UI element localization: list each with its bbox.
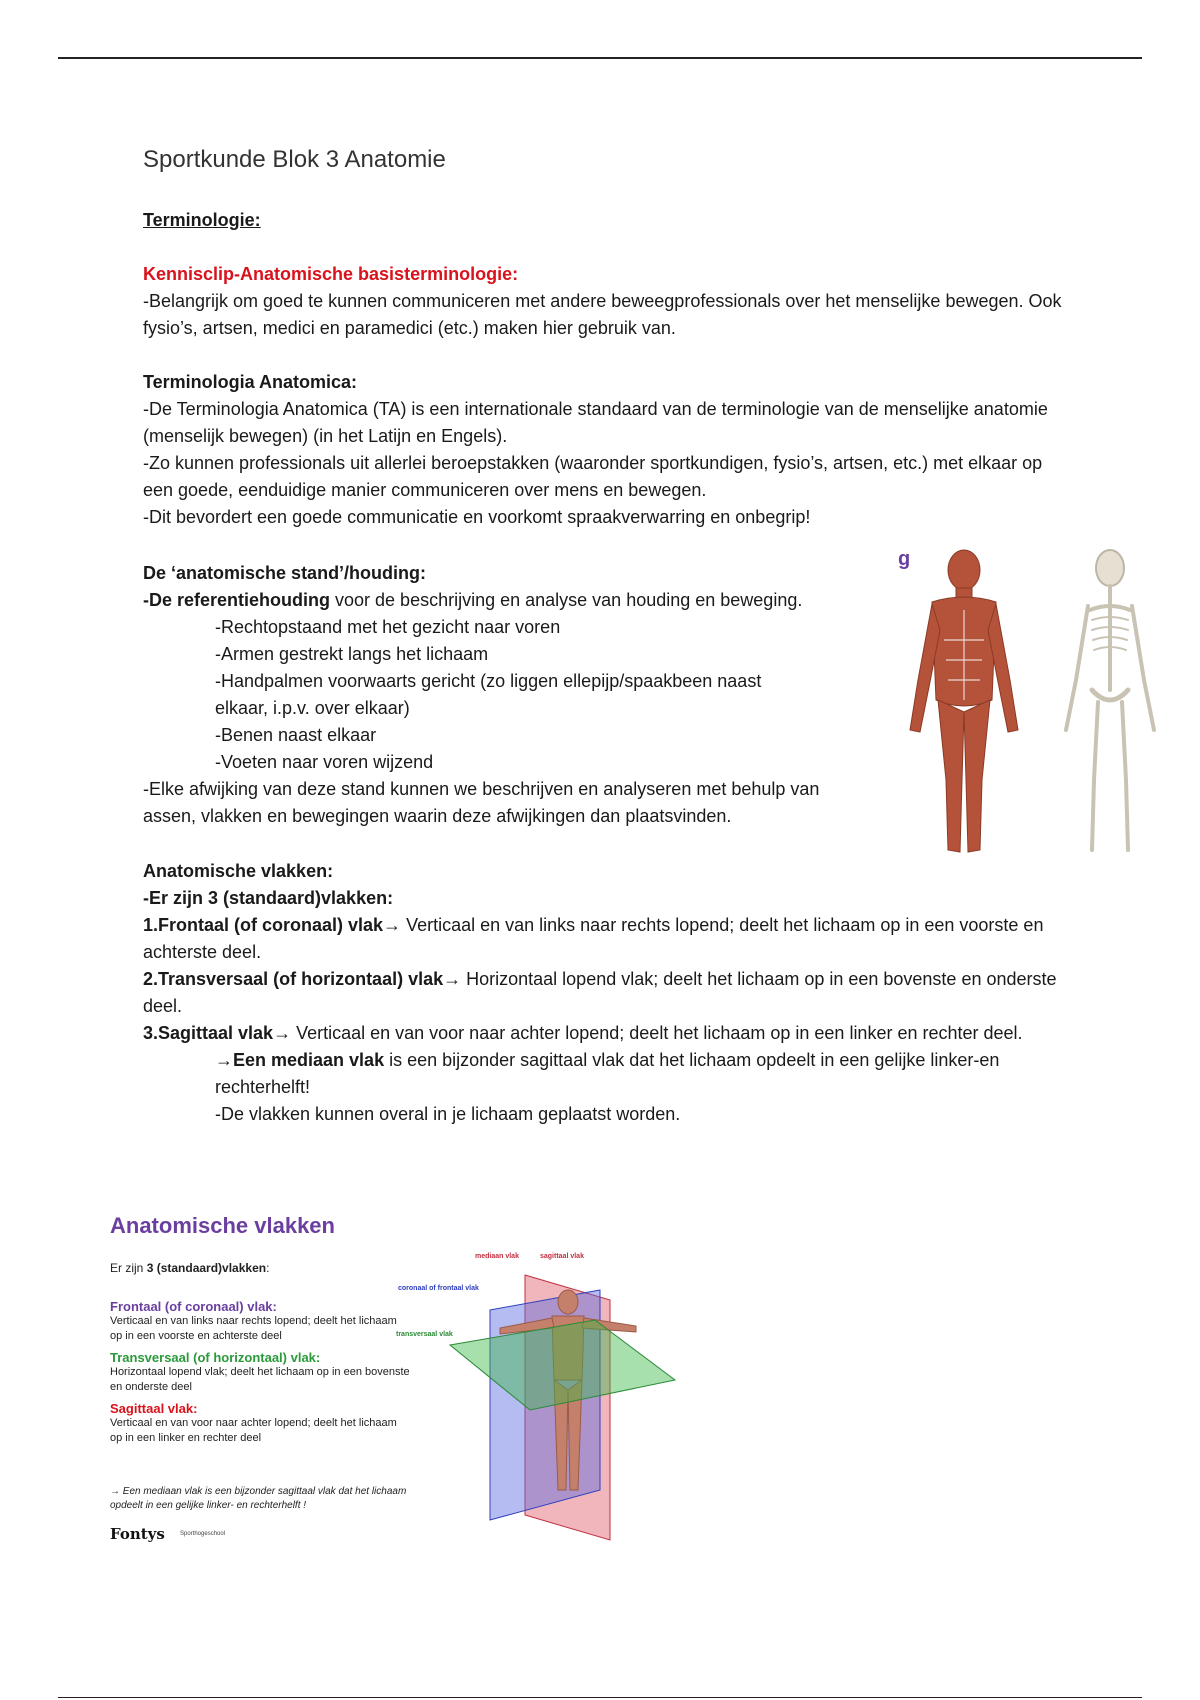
mediaan-rest: is een bijzonder sagittaal vlak dat het lichaam opdeelt in een gelijke linker-en rechterhelft! <box>215 1050 1000 1097</box>
stand-item-2: -Armen gestrekt langs het lichaam <box>215 644 489 664</box>
terminologia-line-2: -Zo kunnen professionals uit allerlei beroepstakken (waaronder sportkundigen, fysio’s, artsen, etc.) met elkaar op een goede, eenduidige manier communiceren over mens en bewegen. <box>143 453 1043 500</box>
slide-sagittaal-heading: Sagittaal vlak: <box>110 1401 198 1416</box>
kennisclip-section <box>143 261 1073 342</box>
vlak-item-2 <box>143 966 1073 1020</box>
label-mediaan-vlak: mediaan vlak <box>475 1253 519 1260</box>
anatomische-stand-section <box>143 560 888 830</box>
stand-outro: -Elke afwijking van deze stand kunnen we beschrijven en analyseren met behulp van assen, vlakken en bewegingen waarin deze afwijkingen dan plaatsvinden. <box>143 779 820 826</box>
slide-sagittaal-text: Verticaal en van voor naar achter lopend; deelt het lichaam op in een linker en rechter deel <box>110 1417 397 1444</box>
top-rule <box>58 57 1142 59</box>
anatomy-figure <box>880 540 1180 885</box>
anatomische-vlakken-slide <box>100 1205 710 1565</box>
vlak-item-3-text: Verticaal en van voor naar achter lopend; deelt het lichaam op in een linker en rechter deel. <box>291 1023 1023 1043</box>
slide-title: Anatomische vlakken <box>110 1213 335 1238</box>
stand-item-1: -Rechtopstaand met het gezicht naar voren <box>215 617 561 637</box>
slide-intro-bold: 3 (standaard)vlakken <box>146 1261 267 1275</box>
slide-text <box>110 1293 410 1446</box>
kennisclip-text: -Belangrijk om goed te kunnen communiceren met andere beweegprofessionals over het menselijke bewegen. Ook fysio’s, artsen, medici en paramedici (etc.) maken hier gebruik van. <box>143 291 1062 338</box>
label-transversaal-vlak: transversaal vlak <box>396 1331 453 1338</box>
anatomy-illustration <box>880 540 1180 880</box>
terminologia-line-3: -Dit bevordert een goede communicatie en voorkomt spraakverwarring en onbegrip! <box>143 507 811 527</box>
terminologia-heading: Terminologia Anatomica: <box>143 372 358 392</box>
figure-fragment-text: g <box>898 548 911 570</box>
slide-frontaal-text: Verticaal en van links naar rechts lopend; deelt het lichaam op in een voorste en achterste deel <box>110 1315 397 1342</box>
planes-illustration <box>420 1250 710 1550</box>
terminologie-section <box>143 207 1073 234</box>
stand-item-3: -Handpalmen voorwaarts gericht (zo liggen ellepijp/spaakbeen naast elkaar, i.p.v. over elkaar) <box>215 671 762 718</box>
mediaan-bold: →Een mediaan vlak <box>215 1050 385 1070</box>
fontys-logo: Fontys <box>110 1525 165 1543</box>
stand-intro-bold: -De referentiehouding <box>143 590 331 610</box>
stand-item-4: -Benen naast elkaar <box>215 725 377 745</box>
slide-intro-post: : <box>266 1261 270 1275</box>
stand-heading: De ‘anatomische stand’/houding: <box>143 563 427 583</box>
vlakken-section <box>143 858 1073 1128</box>
kennisclip-heading: Kennisclip-Anatomische basisterminologie: <box>143 264 519 284</box>
terminologia-line-1: -De Terminologia Anatomica (TA) is een internationale standaard van de terminologie van de menselijke anatomie (menselijk bewegen) (in het Latijn en Engels). <box>143 399 1048 446</box>
vlak-item-2-text: Horizontaal lopend vlak; deelt het lichaam op in een bovenste en onderste deel. <box>143 969 1057 1016</box>
vlak-item-1 <box>143 912 1073 966</box>
vlakken-heading: Anatomische vlakken: <box>143 861 334 881</box>
skeleton-figure <box>1066 550 1154 850</box>
document-title: Sportkunde Blok 3 Anatomie <box>143 146 446 173</box>
vlak-item-3 <box>143 1020 1073 1047</box>
vlak-item-3-bold: 3.Sagittaal vlak→ <box>143 1023 292 1043</box>
vlakken-extra: -De vlakken kunnen overal in je lichaam geplaatst worden. <box>215 1104 681 1124</box>
bottom-rule <box>58 1697 1142 1698</box>
transverse-plane <box>450 1320 675 1410</box>
mediaan-vlak-note <box>143 1047 1073 1101</box>
label-sagittaal-vlak: sagittaal vlak <box>540 1253 584 1260</box>
slide-intro-pre: Er zijn <box>110 1261 147 1275</box>
slide-transversaal-heading: Transversaal (of horizontaal) vlak: <box>110 1350 321 1365</box>
fontys-logo-sub: Sporthogeschool <box>180 1531 226 1537</box>
slide-intro <box>110 1261 269 1275</box>
slide-mediaan-note: → Een mediaan vlak is een bijzonder sagittaal vlak dat het lichaam opdeelt in een gelijke linker- en rechterhelft ! <box>110 1486 407 1511</box>
stand-intro <box>143 587 888 614</box>
stand-item-5: -Voeten naar voren wijzend <box>215 752 434 772</box>
slide-transversaal-text: Horizontaal lopend vlak; deelt het lichaam op in een bovenste en onderste deel <box>110 1366 410 1393</box>
terminologie-heading: Terminologie: <box>143 210 261 230</box>
vlak-item-1-bold: 1.Frontaal (of coronaal) vlak→ <box>143 915 402 935</box>
stand-intro-rest: voor de beschrijving en analyse van houding en beweging. <box>330 590 803 610</box>
label-frontaal-vlak: coronaal of frontaal vlak <box>398 1285 479 1292</box>
vlak-item-2-bold: 2.Transversaal (of horizontaal) vlak→ <box>143 969 462 989</box>
muscle-body-figure <box>910 550 1018 852</box>
vlak-item-1-text: Verticaal en van links naar rechts lopend; deelt het lichaam op in een voorste en achterste deel. <box>143 915 1044 962</box>
terminologia-section <box>143 369 1073 531</box>
slide-frontaal-heading: Frontaal (of coronaal) vlak: <box>110 1299 277 1314</box>
vlakken-sub: -Er zijn 3 (standaard)vlakken: <box>143 888 394 908</box>
